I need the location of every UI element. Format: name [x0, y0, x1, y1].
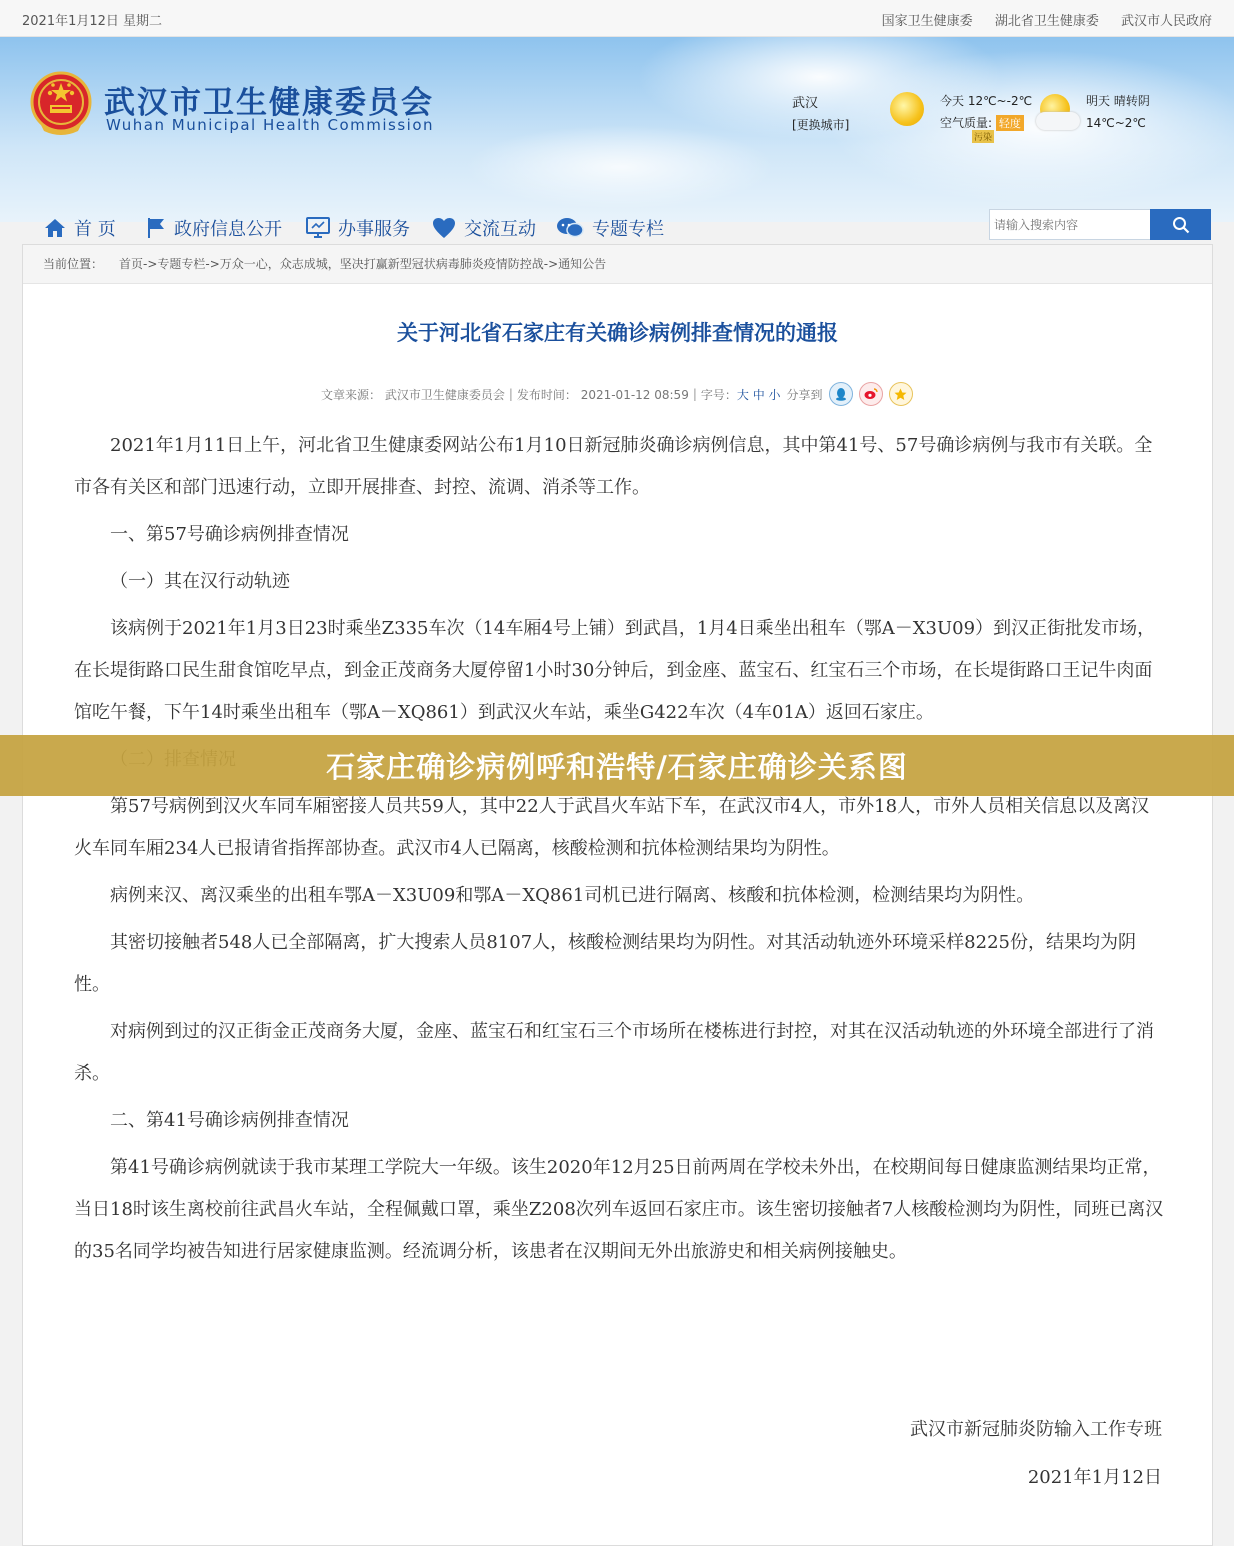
paragraph: 第41号确诊病例就读于我市某理工学院大一年级。该生2020年12月25日前两周在学校未外出，在校期间每日健康监测结果均正常，当日18时该生离校前往武昌火车站，全程佩戴口罩，乘坐Z208次列车返回石家庄市。该生密切接触者7人核酸检测均为阴性，同班已离汉的35名同学均被告知进行居家健康监测。经流调分析，该患者在汉期间无外出旅游史和相关病例接触史。	[74, 1157, 1164, 1262]
paragraph: 对病例到过的汉正街金正茂商务大厦，金座、蓝宝石和红宝石三个市场所在楼栋进行封控，对其在汉活动轨迹的外环境全部进行了消杀。	[74, 1021, 1154, 1084]
heart-icon	[432, 217, 456, 239]
top-bar	[0, 0, 1234, 37]
breadcrumb-label: 当前位置：	[43, 257, 104, 271]
flag-icon	[146, 217, 166, 239]
overlay-banner	[0, 735, 1234, 796]
top-links	[864, 10, 1212, 29]
breadcrumb-trail[interactable]: 首页->专题专栏->万众一心，众志成城，坚决打赢新型冠状病毒肺炎疫情防控战->通知公告	[119, 257, 607, 271]
article-title: 关于河北省石家庄有关确诊病例排查情况的通报	[397, 321, 838, 345]
meta-separator: |	[692, 387, 697, 401]
font-size-label: 字号：	[700, 387, 737, 402]
link-wuhan-gov[interactable]: 武汉市人民政府	[1120, 14, 1212, 29]
link-hubei-health[interactable]: 湖北省卫生健康委	[994, 14, 1099, 29]
weather-city: 武汉	[792, 96, 819, 111]
site-name-en: Wuhan Municipal Health Commission	[106, 116, 435, 134]
font-size-options[interactable]: 大 中 小	[736, 387, 781, 402]
air-quality-sub: 污染	[972, 130, 994, 143]
nav-topics-label: 专题专栏	[592, 219, 664, 240]
article-sign-date: 2021年1月12日	[1027, 1467, 1162, 1488]
nav-gov-info[interactable]	[146, 213, 282, 243]
nav-services[interactable]	[306, 213, 410, 243]
banner-text: 石家庄确诊病例呼和浩特/石家庄确诊关系图	[326, 750, 908, 784]
article-source: 文章来源： 武汉市卫生健康委员会	[321, 387, 505, 402]
change-city-link[interactable]: [更换城市]	[792, 118, 850, 132]
qq-share-icon[interactable]	[829, 382, 853, 406]
search-icon	[1172, 216, 1190, 234]
site-name-cn: 武汉市卫生健康委员会	[104, 85, 434, 121]
cloud-icon	[1036, 112, 1080, 130]
site-header	[0, 37, 1234, 240]
search-box	[989, 209, 1211, 240]
paragraph: 第57号病例到汉火车同车厢密接人员共59人，其中22人于武昌火车站下车，在武汉市4人，市外18人，市外人员相关信息以及离汉火车同车厢234人已报请省指挥部协查。武汉市4人已隔离，核酸检测和抗体检测结果均为阴性。	[74, 796, 1150, 859]
sunny-icon	[890, 92, 924, 126]
nav-home-label: 首 页	[74, 219, 116, 240]
nav-interaction-label: 交流互动	[464, 219, 536, 240]
weather-widget	[792, 92, 1192, 152]
article-body	[74, 425, 1164, 1273]
search-button[interactable]	[1150, 209, 1211, 240]
chat-bubbles-icon	[556, 217, 584, 239]
nav-topics[interactable]	[556, 213, 664, 243]
monitor-icon	[306, 217, 330, 239]
nav-home[interactable]	[44, 213, 116, 243]
breadcrumb	[23, 245, 1212, 284]
search-input[interactable]	[989, 209, 1156, 240]
national-emblem-icon	[30, 71, 92, 137]
qzone-share-icon[interactable]	[889, 382, 913, 406]
link-nhc[interactable]: 国家卫生健康委	[881, 14, 973, 29]
weibo-share-icon[interactable]	[859, 382, 883, 406]
weather-tomorrow-temp: 14℃~2℃	[1086, 116, 1146, 130]
paragraph: 其密切接触者548人已全部隔离，扩大搜索人员8107人，核酸检测结果均为阴性。对其活动轨迹外环境采样8225份，结果均为阴性。	[74, 932, 1136, 995]
paragraph: 该病例于2021年1月3日23时乘坐Z335车次（14车厢4号上铺）到武昌，1月4日乘坐出租车（鄂A－X3U09）到汉正街批发市场，在长堤街路口民生甜食馆吃早点，到金正茂商务大厦停留1小时30分钟后，到金座、蓝宝石、红宝石三个市场，在长堤街路口王记牛肉面馆吃午餐，下午14时乘坐出租车（鄂A－XQ861）到武汉火车站，乘坐G422车次（4车01A）返回石家庄。	[74, 618, 1156, 723]
article-card	[22, 244, 1213, 1546]
weather-tomorrow: 明天 晴转阴	[1086, 94, 1150, 108]
home-icon	[44, 218, 66, 238]
nav-gov-info-label: 政府信息公开	[174, 219, 282, 240]
meta-separator: |	[508, 387, 513, 401]
share-label: 分享到	[786, 387, 823, 402]
paragraph: 病例来汉、离汉乘坐的出租车鄂A－X3U09和鄂A－XQ861司机已进行隔离、核酸和抗体检测，检测结果均为阴性。	[110, 885, 1035, 906]
air-quality	[940, 114, 1024, 131]
section-heading: 二、第41号确诊病例排查情况	[110, 1110, 349, 1131]
paragraph: 2021年1月11日上午，河北省卫生健康委网站公布1月10日新冠肺炎确诊病例信息，其中第41号、57号确诊病例与我市有关联。全市各有关区和部门迅速行动，立即开展排查、封控、流调、消杀等工作。	[74, 435, 1153, 498]
air-quality-label: 空气质量:	[940, 116, 993, 130]
article-meta	[321, 382, 913, 406]
nav-interaction[interactable]	[432, 213, 536, 243]
current-date: 2021年1月12日 星期二	[22, 14, 163, 29]
subsection-heading: （一）其在汉行动轨迹	[110, 571, 290, 592]
article-published: 发布时间： 2021-01-12 08:59	[516, 387, 689, 402]
weather-today: 今天 12℃~-2℃	[940, 94, 1033, 108]
section-heading: 一、第57号确诊病例排查情况	[110, 524, 349, 545]
nav-services-label: 办事服务	[338, 219, 410, 240]
article-signature: 武汉市新冠肺炎防输入工作专班	[910, 1419, 1162, 1440]
air-quality-badge: 轻度	[996, 115, 1024, 131]
